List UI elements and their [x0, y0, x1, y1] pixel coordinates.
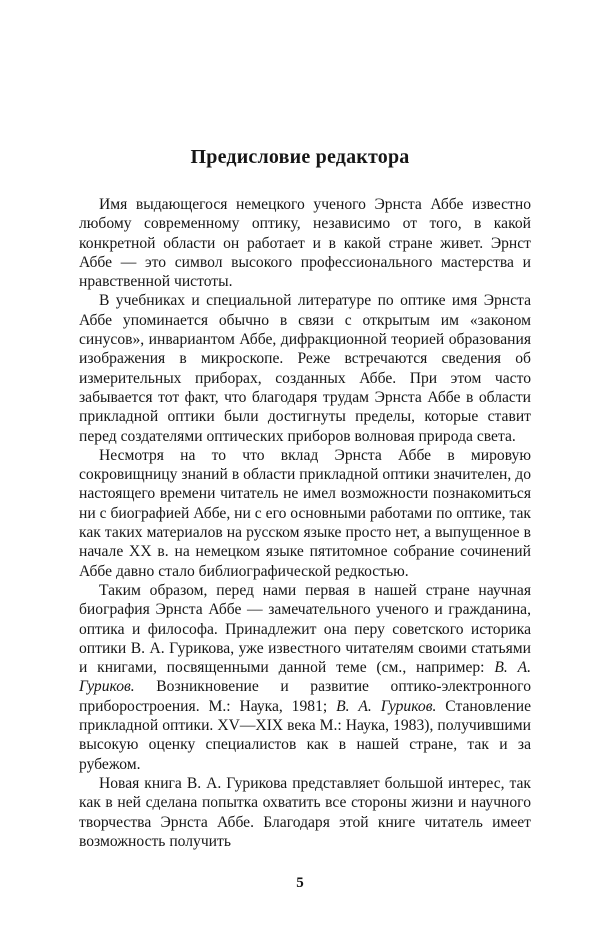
paragraph-4-intro: Таким образом, перед нами первая в нашей стране научная биография Эрнста Аббе — замечательного ученого и гражданина, оптика и философа. Принадлежит она перу советского историка оптики В. А. Гурикова, уже известного читателям своими статьями и книгами, посвященными данной теме (см., например:	[79, 581, 531, 677]
paragraph-1: Имя выдающегося немецкого ученого Эрнста Аббе известно любому современному оптику, независимо от того, в какой конкретной области он работает и в какой стране живет. Эрнст Аббе — это символ высокого профессионального мастерства и нравственной чистоты.	[79, 196, 531, 291]
reference-2-title: Становление прикладной оптики. XV—XIX века М.: Наука, 1983), получившими высокую оценку специалистов как в нашей стране, так и за рубежом.	[79, 697, 532, 773]
page-number: 5	[296, 875, 304, 891]
paragraph-3: Несмотря на то что вклад Эрнста Аббе в мировую сокровищницу знаний в области прикладной оптики значителен, до настоящего времени читатель не имел возможности познакомиться ни с биографией Аббе, ни с его основными работами по оптике, так как таких материалов на русском языке просто нет, а выпущенное в начале XX в. на немецком языке пятитомное собрание сочинений Аббе давно стало библиографической редкостью.	[79, 446, 531, 580]
paragraph-2: В учебниках и специальной литературе по оптике имя Эрнста Аббе упоминается обычно в связи с открытым им «законом синусов», инвариантом Аббе, дифракционной теорией образования изображения в микроскопе. Реже встречаются сведения об измерительных приборах, созданных Аббе. При этом часто забывается тот факт, что благодаря трудам Эрнста Аббе в области прикладной оптики были достигнуты пределы, которые ставит перед создателями оптических приборов волновая природа света.	[79, 292, 531, 445]
reference-1-title: Возникновение и развитие оптико-электронного приборостроения. М.: Наука, 1981;	[79, 678, 531, 715]
paragraph-4	[79, 581, 531, 774]
reference-1-author: В. А. Гуриков.	[79, 659, 531, 696]
paragraph-5: Новая книга В. А. Гурикова представляет большой интерес, так как в ней сделана попытка охватить все стороны жизни и научного творчества Эрнста Аббе. Благодаря этой книге читатель имеет возможность получить	[79, 774, 531, 850]
chapter-title: Предисловие редактора	[190, 146, 410, 168]
reference-2-author: В. А. Гуриков.	[336, 697, 437, 715]
body-text	[79, 195, 531, 851]
